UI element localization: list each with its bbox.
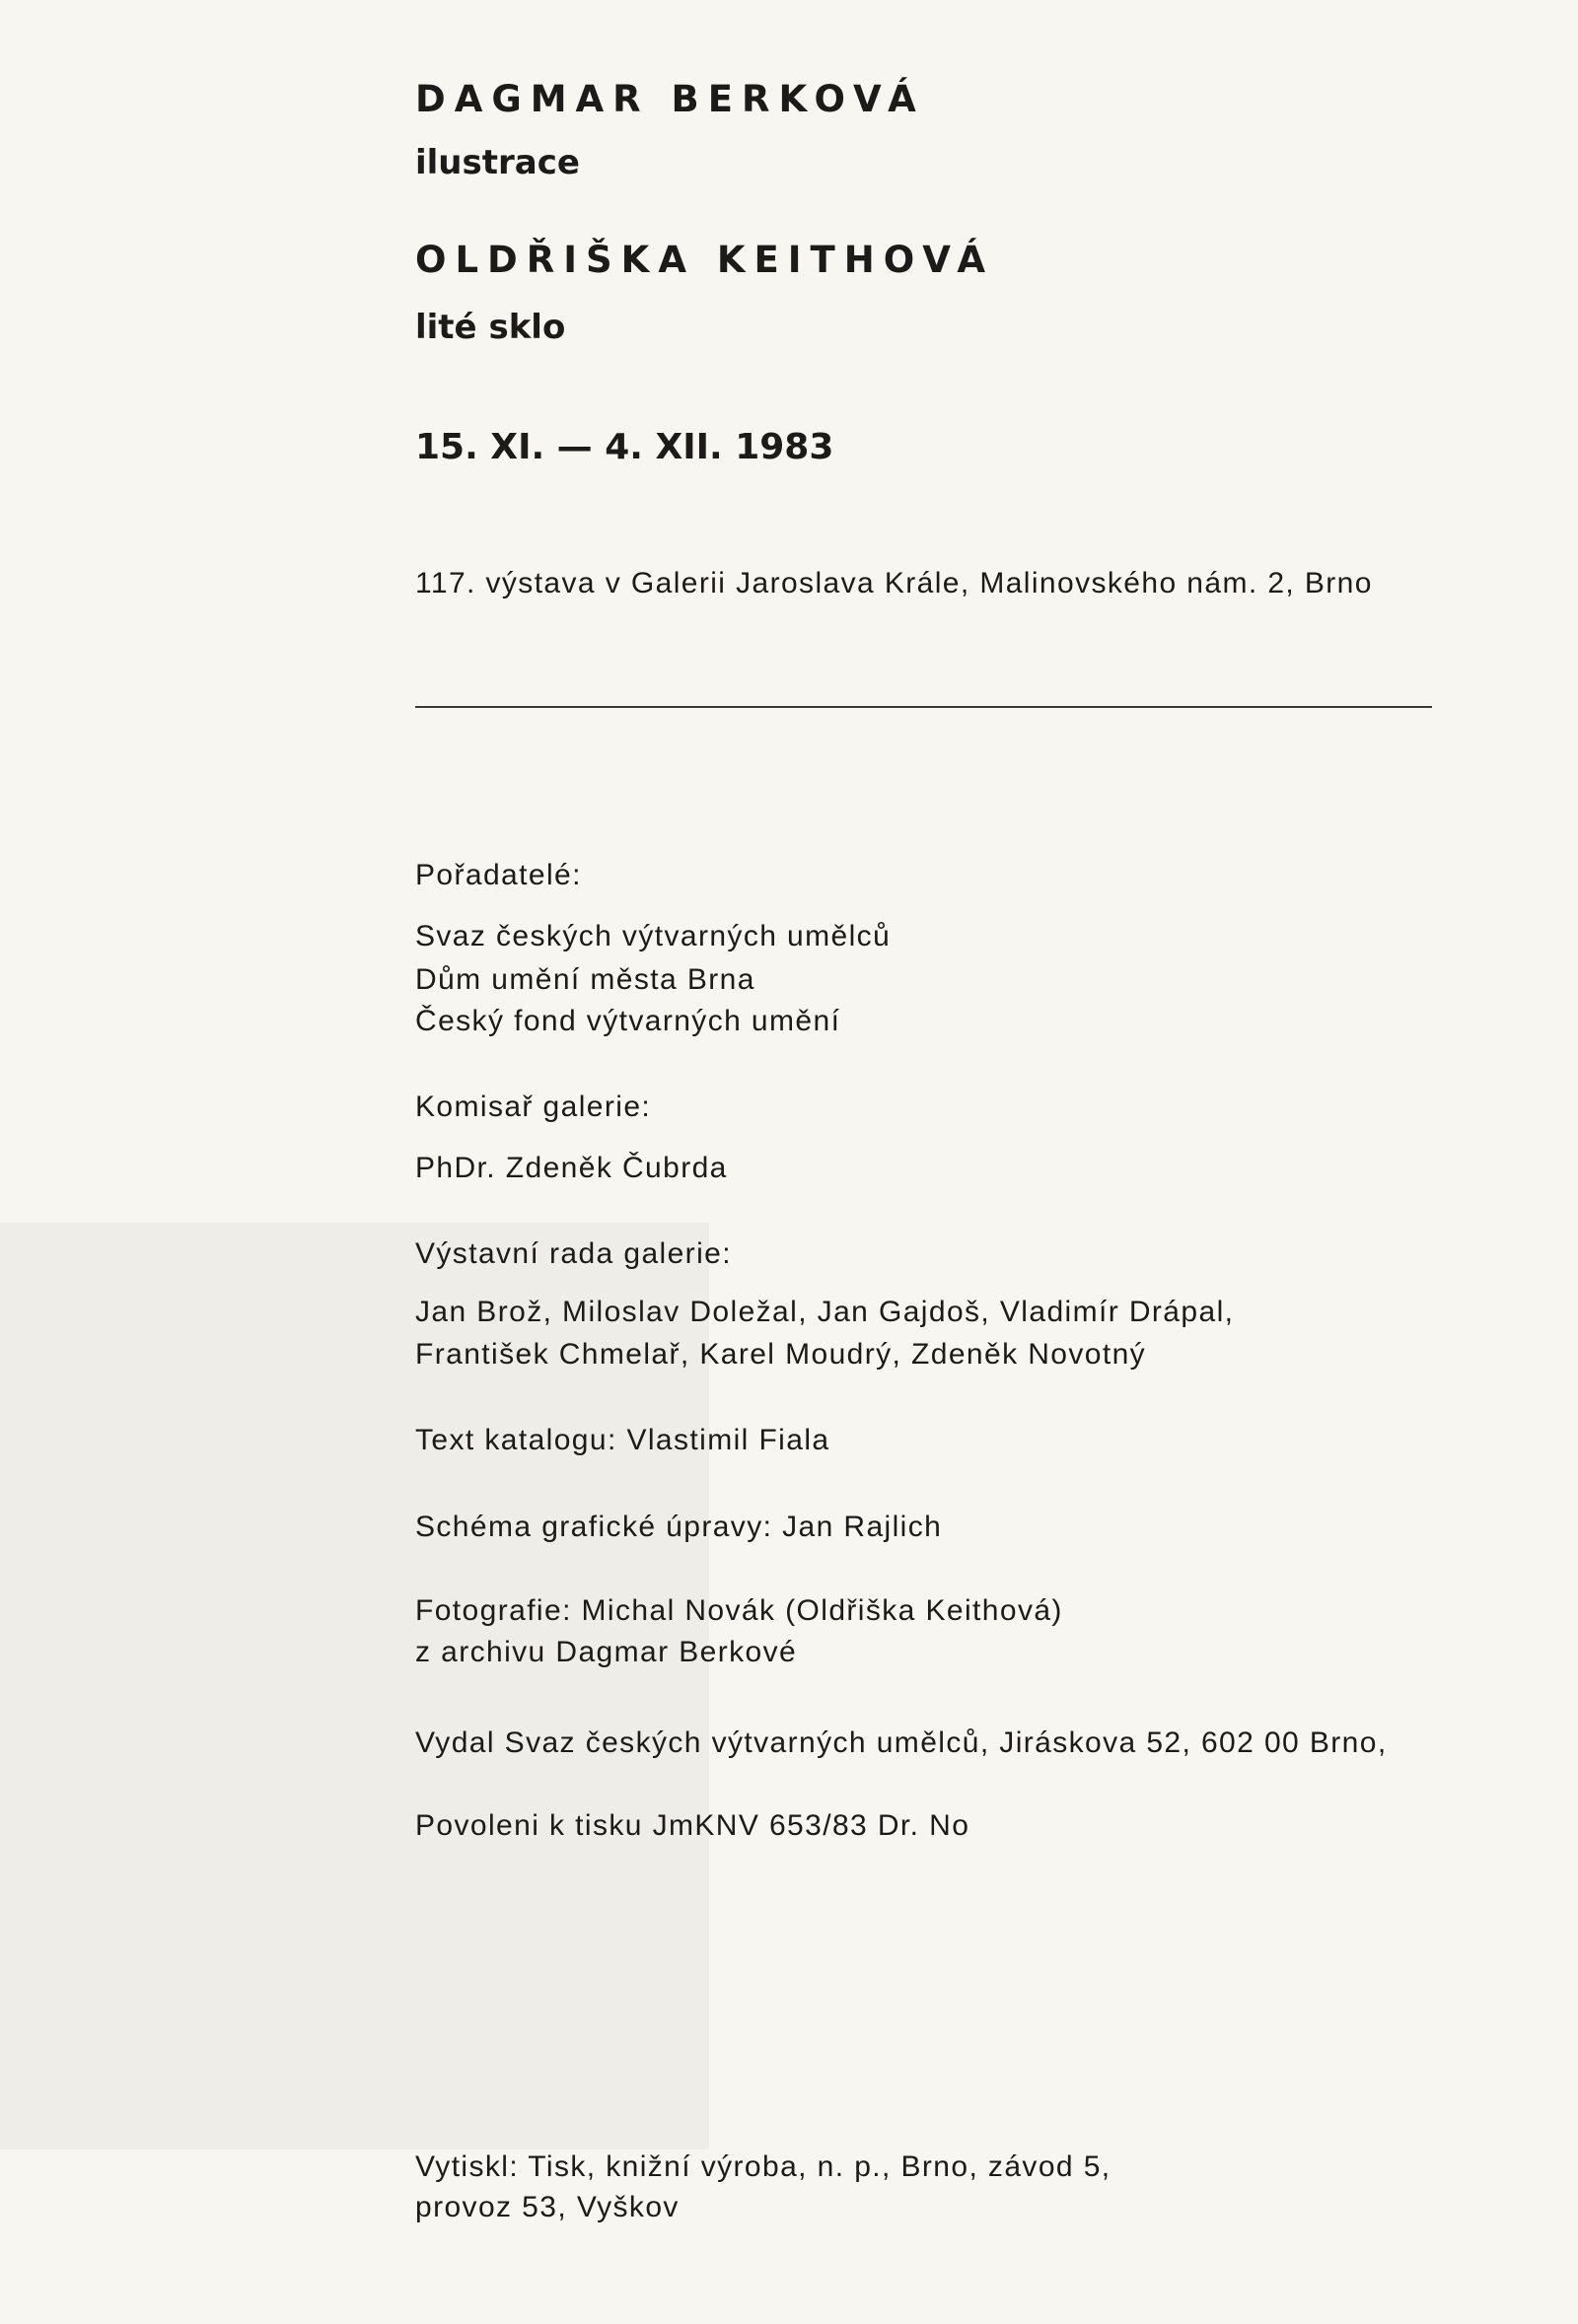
photo-credit: z archivu Dagmar Berkové: [415, 1636, 798, 1668]
organizers-label: Pořadatelé:: [415, 859, 582, 891]
artist2-medium: lité sklo: [415, 308, 566, 347]
printer: Vytiskl: Tisk, knižní výroba, n. p., Brno, závod 5,: [415, 2150, 1112, 2183]
commissioner: PhDr. Zdeněk Čubrda: [415, 1152, 728, 1184]
photo-credit: Fotografie: Michal Novák (Oldřiška Keithová): [415, 1594, 1063, 1627]
council-label: Výstavní rada galerie:: [415, 1237, 732, 1270]
exhibition-dates: 15. XI. — 4. XII. 1983: [415, 427, 834, 467]
organizer: Svaz českých výtvarných umělců: [415, 920, 892, 952]
artist1-name: DAGMAR BERKOVÁ: [415, 78, 925, 120]
council-members: Jan Brož, Miloslav Doležal, Jan Gajdoš, Vladimír Drápal,: [415, 1296, 1235, 1328]
artist1-medium: ilustrace: [415, 143, 580, 182]
print-permit: Povoleni k tisku JmKNV 653/83 Dr. No: [415, 1809, 970, 1842]
printer: provoz 53, Vyškov: [415, 2191, 680, 2223]
organizer: Český fond výtvarných umění: [415, 1005, 841, 1037]
venue: 117. výstava v Galerii Jaroslava Krále, Malinovského nám. 2, Brno: [415, 567, 1373, 599]
organizer: Dům umění města Brna: [415, 963, 755, 996]
commissioner-label: Komisař galerie:: [415, 1091, 652, 1123]
artist2-name: OLDŘIŠKA KEITHOVÁ: [415, 239, 994, 281]
design-credit: Schéma grafické úpravy: Jan Rajlich: [415, 1511, 943, 1543]
catalogue-text-credit: Text katalogu: Vlastimil Fiala: [415, 1424, 830, 1456]
publisher: Vydal Svaz českých výtvarných umělců, Jiráskova 52, 602 00 Brno,: [415, 1726, 1388, 1759]
divider: [415, 706, 1432, 708]
council-members: František Chmelař, Karel Moudrý, Zdeněk Novotný: [415, 1338, 1147, 1371]
